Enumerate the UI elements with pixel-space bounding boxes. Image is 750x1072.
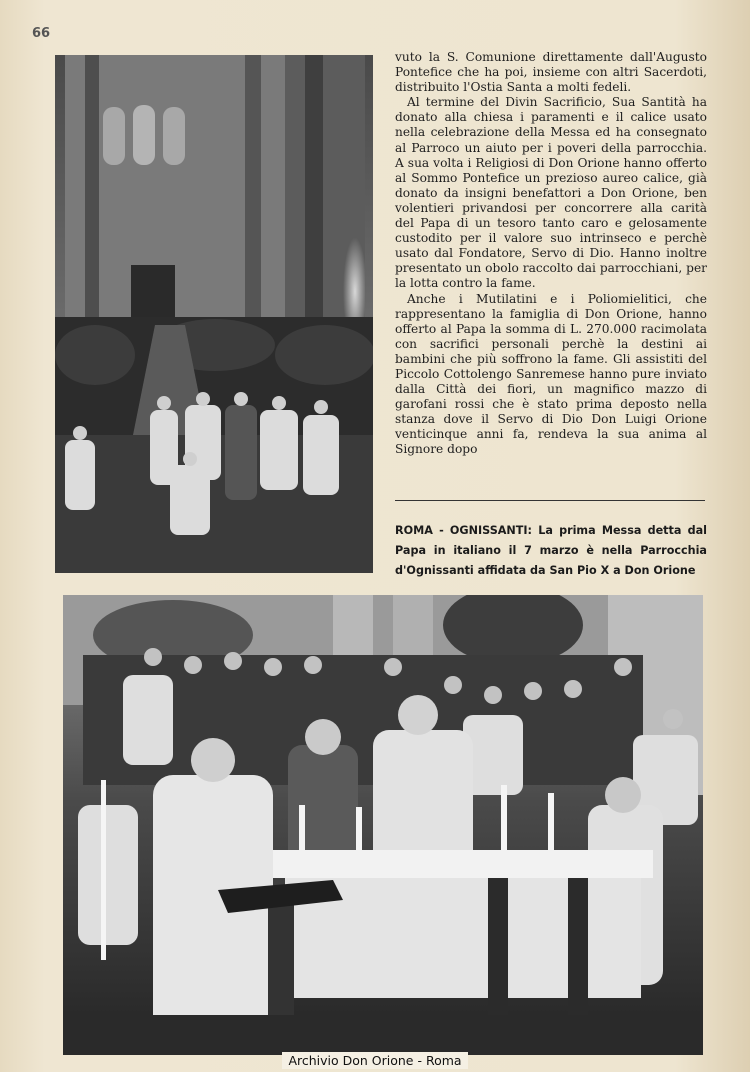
article-paragraph: Anche i Mutilatini e i Poliomielitici, che rappresentano la famiglia di Don Orione, hanno offerto al Papa la somma di L. 270.000 racimolata con sacrifici personali perchè la destini ai bambini che più soffrono la fame. Gli assistiti del Piccolo Cottolengo Sanremese hanno pure inviato dalla Città dei fiori, un magnifico mazzo di garofani rossi che è stato prima deposto nella stanza dove il Servo di Dio Don Luigi Orione venticinque anni fa, rendeva la sua anima al Signore dopo [395,291,707,457]
altar-mass-photo [63,595,703,1055]
caption-divider [395,500,705,501]
photo-caption: ROMA - OGNISSANTI: La prima Messa detta dal Papa in italiano il 7 marzo è nella Parrocchia d'Ognissanti affidata da San Pio X a Don Orione [395,524,707,577]
archive-label [0,1053,750,1068]
article-paragraph: Al termine del Divin Sacrificio, Sua Santità ha donato alla chiesa i paramenti e il calice usato nella celebrazione della Messa ed ha consegnato al Parroco un aiuto per i poveri della parrocchia. A sua volta i Religiosi di Don Orione hanno offerto al Sommo Pontefice un prezioso aureo calice, già donato da insigni benefattori a Don Orione, ben volentieri privandosi per concorrere alla carità del Papa di un tesoro tanto caro e gelosamente custodito per il valore suo intrinseco e perchè usato dal Fondatore, Servo di Dio. Hanno inoltre presentato un obolo raccolto dai parrocchiani, per la lotta contro la fame. [395,95,707,291]
article-paragraph: vuto la S. Comunione direttamente dall'Augusto Pontefice che ha poi, insieme con altri Sacerdoti, distribuito l'Ostia Santa a molti fedeli. [395,50,707,95]
church-interior-photo [55,55,373,573]
archive-label-text: Archivio Don Orione - Roma [282,1052,467,1069]
article-text [395,50,707,458]
page-number: 66 [32,26,51,41]
